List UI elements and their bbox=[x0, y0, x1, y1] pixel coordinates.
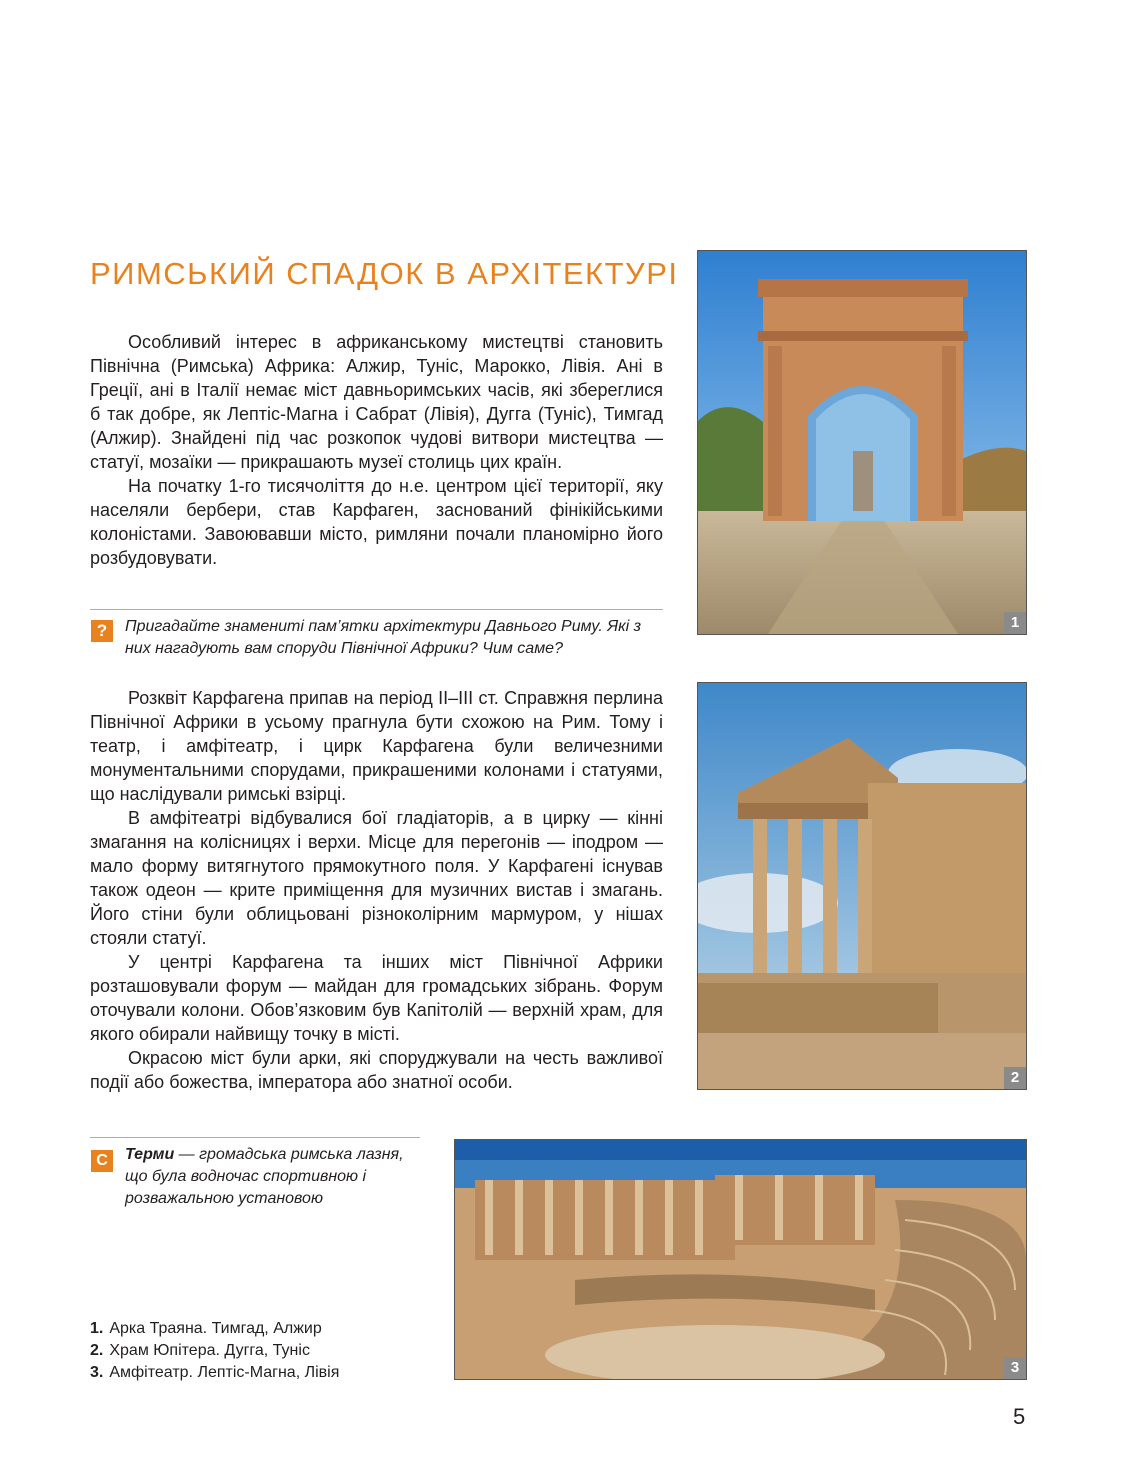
caption-number: 2. bbox=[90, 1342, 104, 1359]
text-column-bottom bbox=[90, 686, 663, 1094]
paragraph: У центрі Карфагена та інших міст Північної Африки розташовували форум — майдан для громадських зібрань. Форум оточували колони. Обов’язковим був Капітолій — верхній храм, для якого обирали найвищу точку в місті. bbox=[90, 952, 663, 1044]
caption-number: 1. bbox=[90, 1320, 104, 1337]
caption-item bbox=[90, 1362, 339, 1384]
photo-captions bbox=[90, 1318, 339, 1384]
caption-number: 3. bbox=[90, 1364, 104, 1381]
caption-item bbox=[90, 1318, 339, 1340]
definition-box bbox=[90, 1137, 420, 1210]
definition-text bbox=[125, 1144, 420, 1210]
paragraph: Особливий інтерес в африканському мистецтві становить Північна (Римська) Африка: Алжир, Туніс, Марокко, Лівія. Ані в Греції, ані в Італії немає міст давньоримських часів, які збереглися б так добре, як Лептіс-Магна і Сабрат (Лівія), Дугга (Туніс), Тимгад (Алжир). Знайдені під час розкопок чудові витвори мистецтва — статуї, мозаїки — прикрашають музеї столиць цих країн. bbox=[90, 332, 663, 472]
text-column-top bbox=[90, 330, 663, 570]
caption-text: Амфітеатр. Лептіс-Магна, Лівія bbox=[109, 1364, 340, 1381]
definition-icon: С bbox=[91, 1150, 113, 1172]
photo-number: 1 bbox=[1004, 612, 1026, 634]
paragraph: В амфітеатрі відбувалися бої гладіаторів, а в цирку — кінні змагання на колісницях і верхи. Місце для перегонів — іподром — мало форму витягнутого прямокутного поля. У Карфагені існував також одеон — крите приміщення для музичних вистав і змагань. Його стіни були облицьовані різноколірним мармуром, у нішах стояли статуї. bbox=[90, 808, 663, 948]
temple-illustration bbox=[698, 683, 1026, 1089]
paragraph: Окрасою міст були арки, які споруджували на честь важливої події або божества, імператора або знатної особи. bbox=[90, 1048, 663, 1092]
section-title: РИМСЬКИЙ СПАДОК В АРХІТЕКТУРІ bbox=[90, 256, 679, 291]
definition-body: — громадська римська лазня, що була водночас спортивною і розважальною установою bbox=[125, 1146, 404, 1207]
caption-text: Храм Юпітера. Дугга, Туніс bbox=[109, 1342, 310, 1359]
photo-amphitheatre bbox=[454, 1139, 1027, 1380]
question-text: Пригадайте знамениті пам’ятки архітектури Давнього Риму. Які з них нагадують вам споруди Північної Африки? Чим саме? bbox=[125, 618, 642, 657]
photo-temple bbox=[697, 682, 1027, 1090]
amphitheatre-illustration bbox=[455, 1140, 1026, 1379]
page-number: 5 bbox=[1013, 1404, 1026, 1429]
paragraph: Розквіт Карфагена припав на період II–III ст. Справжня перлина Північної Африки в усьому прагнула бути схожою на Рим. Тому і театр, і амфітеатр, і цирк Карфагена були величезними монументальними спорудами, прикрашеними колонами і статуями, що наслідували римські взірці. bbox=[90, 688, 663, 804]
paragraph: На початку 1-го тисячоліття до н.е. центром цієї території, яку населяли бербери, став Карфаген, заснований фінікійськими колоністами. Завоювавши місто, римляни почали планомірно його розбудовувати. bbox=[90, 476, 663, 568]
definition-term: Терми bbox=[125, 1146, 175, 1163]
arch-illustration bbox=[698, 251, 1026, 634]
photo-number: 3 bbox=[1004, 1357, 1026, 1379]
question-mark-icon: ? bbox=[91, 620, 113, 642]
photo-number: 2 bbox=[1004, 1067, 1026, 1089]
photo-arch bbox=[697, 250, 1027, 635]
question-box bbox=[90, 609, 663, 660]
caption-item bbox=[90, 1340, 339, 1362]
caption-text: Арка Траяна. Тимгад, Алжир bbox=[109, 1320, 322, 1337]
